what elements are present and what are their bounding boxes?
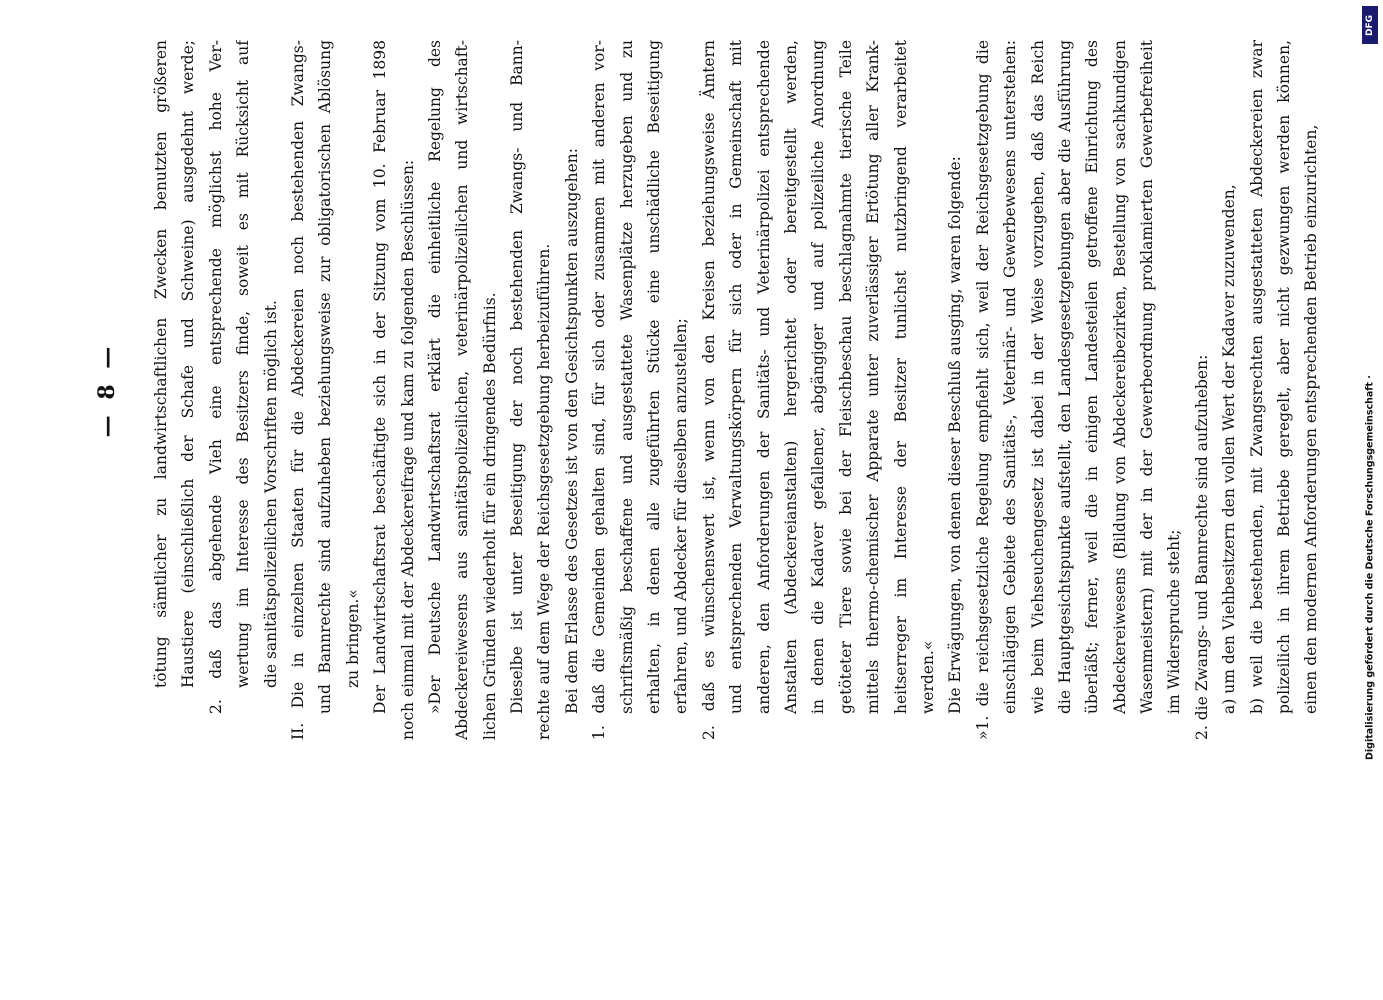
text-line: wie beim Viehseuchengesetz ist dabei in der Weise vorzugehen, daß das Reich bbox=[1028, 40, 1047, 714]
text-line: Die Erwägungen, von denen dieser Beschluß ausging, waren folgende: bbox=[946, 156, 965, 714]
text-line: »1. die reichsgesetzliche Regelung empfiehlt sich, weil der Reichsgesetzgebung die bbox=[973, 40, 992, 740]
text-line: Anstalten (Abdeckereianstalten) hergerichtet oder bereitgestellt werden, bbox=[781, 40, 800, 714]
text-line: b) weil die bestehenden, mit Zwangsrechten ausgestatteten Abdeckereien zwar bbox=[1247, 40, 1266, 714]
text-line: in denen die Kadaver gefallener, abgängiger und auf polizeiliche Anordnung bbox=[809, 40, 828, 714]
text-line: einen den modernen Anforderungen entsprechenden Betrieb einzurichten, bbox=[1302, 124, 1321, 714]
page-number: — 8 — bbox=[94, 342, 120, 438]
text-line: werden.« bbox=[918, 640, 937, 714]
text-line: zu bringen.« bbox=[343, 589, 362, 688]
text-line: erfahren, und Abdecker für dieselben anzustellen; bbox=[672, 318, 691, 714]
text-line: Wasenmeistern) mit der in der Gewerbeordnung proklamierten Gewerbefreiheit bbox=[1138, 40, 1157, 714]
text-line: anderen, den Anforderungen der Sanitäts- und Veterinärpolizei entsprechende bbox=[754, 40, 773, 714]
text-line: »Der Deutsche Landwirtschaftsrat erklärt die einheitliche Regelung des bbox=[425, 40, 444, 714]
text-line: schriftsmäßig beschaffene und ausgestattete Wasenplätze herzugeben und zu bbox=[617, 40, 636, 714]
text-line: die sanitätspolizeilichen Vorschriften möglich ist. bbox=[261, 300, 280, 688]
text-line: 2. daß es wünschenswert ist, wenn von den Kreisen beziehungsweise Ämtern bbox=[699, 40, 718, 740]
text-line: und Bannrechte sind aufzuheben beziehungsweise zur obligatorischen Ablösung bbox=[316, 40, 335, 714]
stamp-text: Digitalisierung gefördert durch die Deutsche Forschungsgemeinschaft · bbox=[1364, 375, 1376, 760]
text-line: wertung im Interesse des Besitzers finde, soweit es mit Rücksicht auf bbox=[234, 40, 253, 688]
text-line: Bei dem Erlasse des Gesetzes ist von den Gesichtspunkten auszugehen: bbox=[562, 148, 581, 714]
text-body bbox=[148, 40, 1326, 740]
text-line: II. Die in einzelnen Staaten für die Abdeckereien noch bestehenden Zwangs- bbox=[288, 40, 307, 740]
dfg-logo: DFG bbox=[1362, 6, 1378, 44]
text-line: 2. die Zwangs- und Bannrechte sind aufzuheben: bbox=[1192, 354, 1211, 740]
text-line: Abdeckereiwesens (Bildung von Abdeckereibezirken, Bestellung von sachkundigen bbox=[1110, 40, 1129, 714]
text-line: die Hauptgesichtspunkte aufstellt, den Landesgesetzgebungen aber die Ausführung bbox=[1055, 40, 1074, 714]
digitization-stamp bbox=[1362, 6, 1380, 766]
text-line: heitserreger im Interesse der Besitzer tunlichst nutzbringend verarbeitet bbox=[891, 40, 910, 714]
text-line: tötung sämtlicher zu landwirtschaftlichen Zwecken benutzten größeren bbox=[152, 40, 170, 688]
text-line: getöteter Tiere sowie bei der Fleischbeschau beschlagnahmte tierische Teile bbox=[836, 40, 855, 714]
text-line: polizeilich in ihrem Betriebe geregelt, aber nicht gezwungen werden können, bbox=[1275, 40, 1294, 714]
text-line: im Widerspruche steht; bbox=[1165, 529, 1184, 714]
text-line: noch einmal mit der Abdeckereifrage und kam zu folgenden Beschlüssen: bbox=[398, 159, 417, 740]
text-line: 1. daß die Gemeinden gehalten sind, für sich oder zusammen mit anderen vor- bbox=[590, 40, 609, 740]
text-line: erhalten, in denen alle zugeführten Stücke eine unschädliche Beseitigung bbox=[645, 40, 664, 714]
rotated-page bbox=[94, 40, 1321, 740]
text-line: Haustiere (einschließlich der Schafe und Schweine) ausgedehnt werde; bbox=[179, 40, 198, 688]
text-line: 2. daß das abgehende Vieh eine entsprechende möglichst hohe Ver- bbox=[206, 40, 225, 714]
text-line: mittels thermo-chemischer Apparate unter zuverlässiger Ertötung aller Krank- bbox=[864, 40, 883, 714]
text-line: lichen Gründen wiederholt für ein dringendes Bedürfnis. bbox=[480, 292, 499, 740]
text-line: Der Landwirtschaftsrat beschäftigte sich in der Sitzung vom 10. Februar 1898 bbox=[371, 40, 390, 714]
text-line: rechte auf dem Wege der Reichsgesetzgebung herbeizuführen. bbox=[535, 243, 554, 740]
text-line: Dieselbe ist unter Beseitigung der noch bestehenden Zwangs- und Bann- bbox=[508, 40, 527, 714]
text-line: a) um den Viehbesitzern den vollen Wert der Kadaver zuzuwenden, bbox=[1220, 184, 1239, 714]
text-line: einschlägigen Gebiete des Sanitäts-, Veterinär- und Gewerbewesens unterstehen: bbox=[1001, 40, 1020, 714]
text-line: überläßt; ferner, weil die in einigen Landesteilen getroffene Einrichtung des bbox=[1083, 40, 1102, 714]
text-line: und entsprechenden Verwaltungskörpern für sich oder in Gemeinschaft mit bbox=[727, 40, 746, 714]
text-line: Abdeckereiwesens aus sanitätspolizeilichen, veterinärpolizeilichen und wirtschaft- bbox=[453, 40, 472, 740]
